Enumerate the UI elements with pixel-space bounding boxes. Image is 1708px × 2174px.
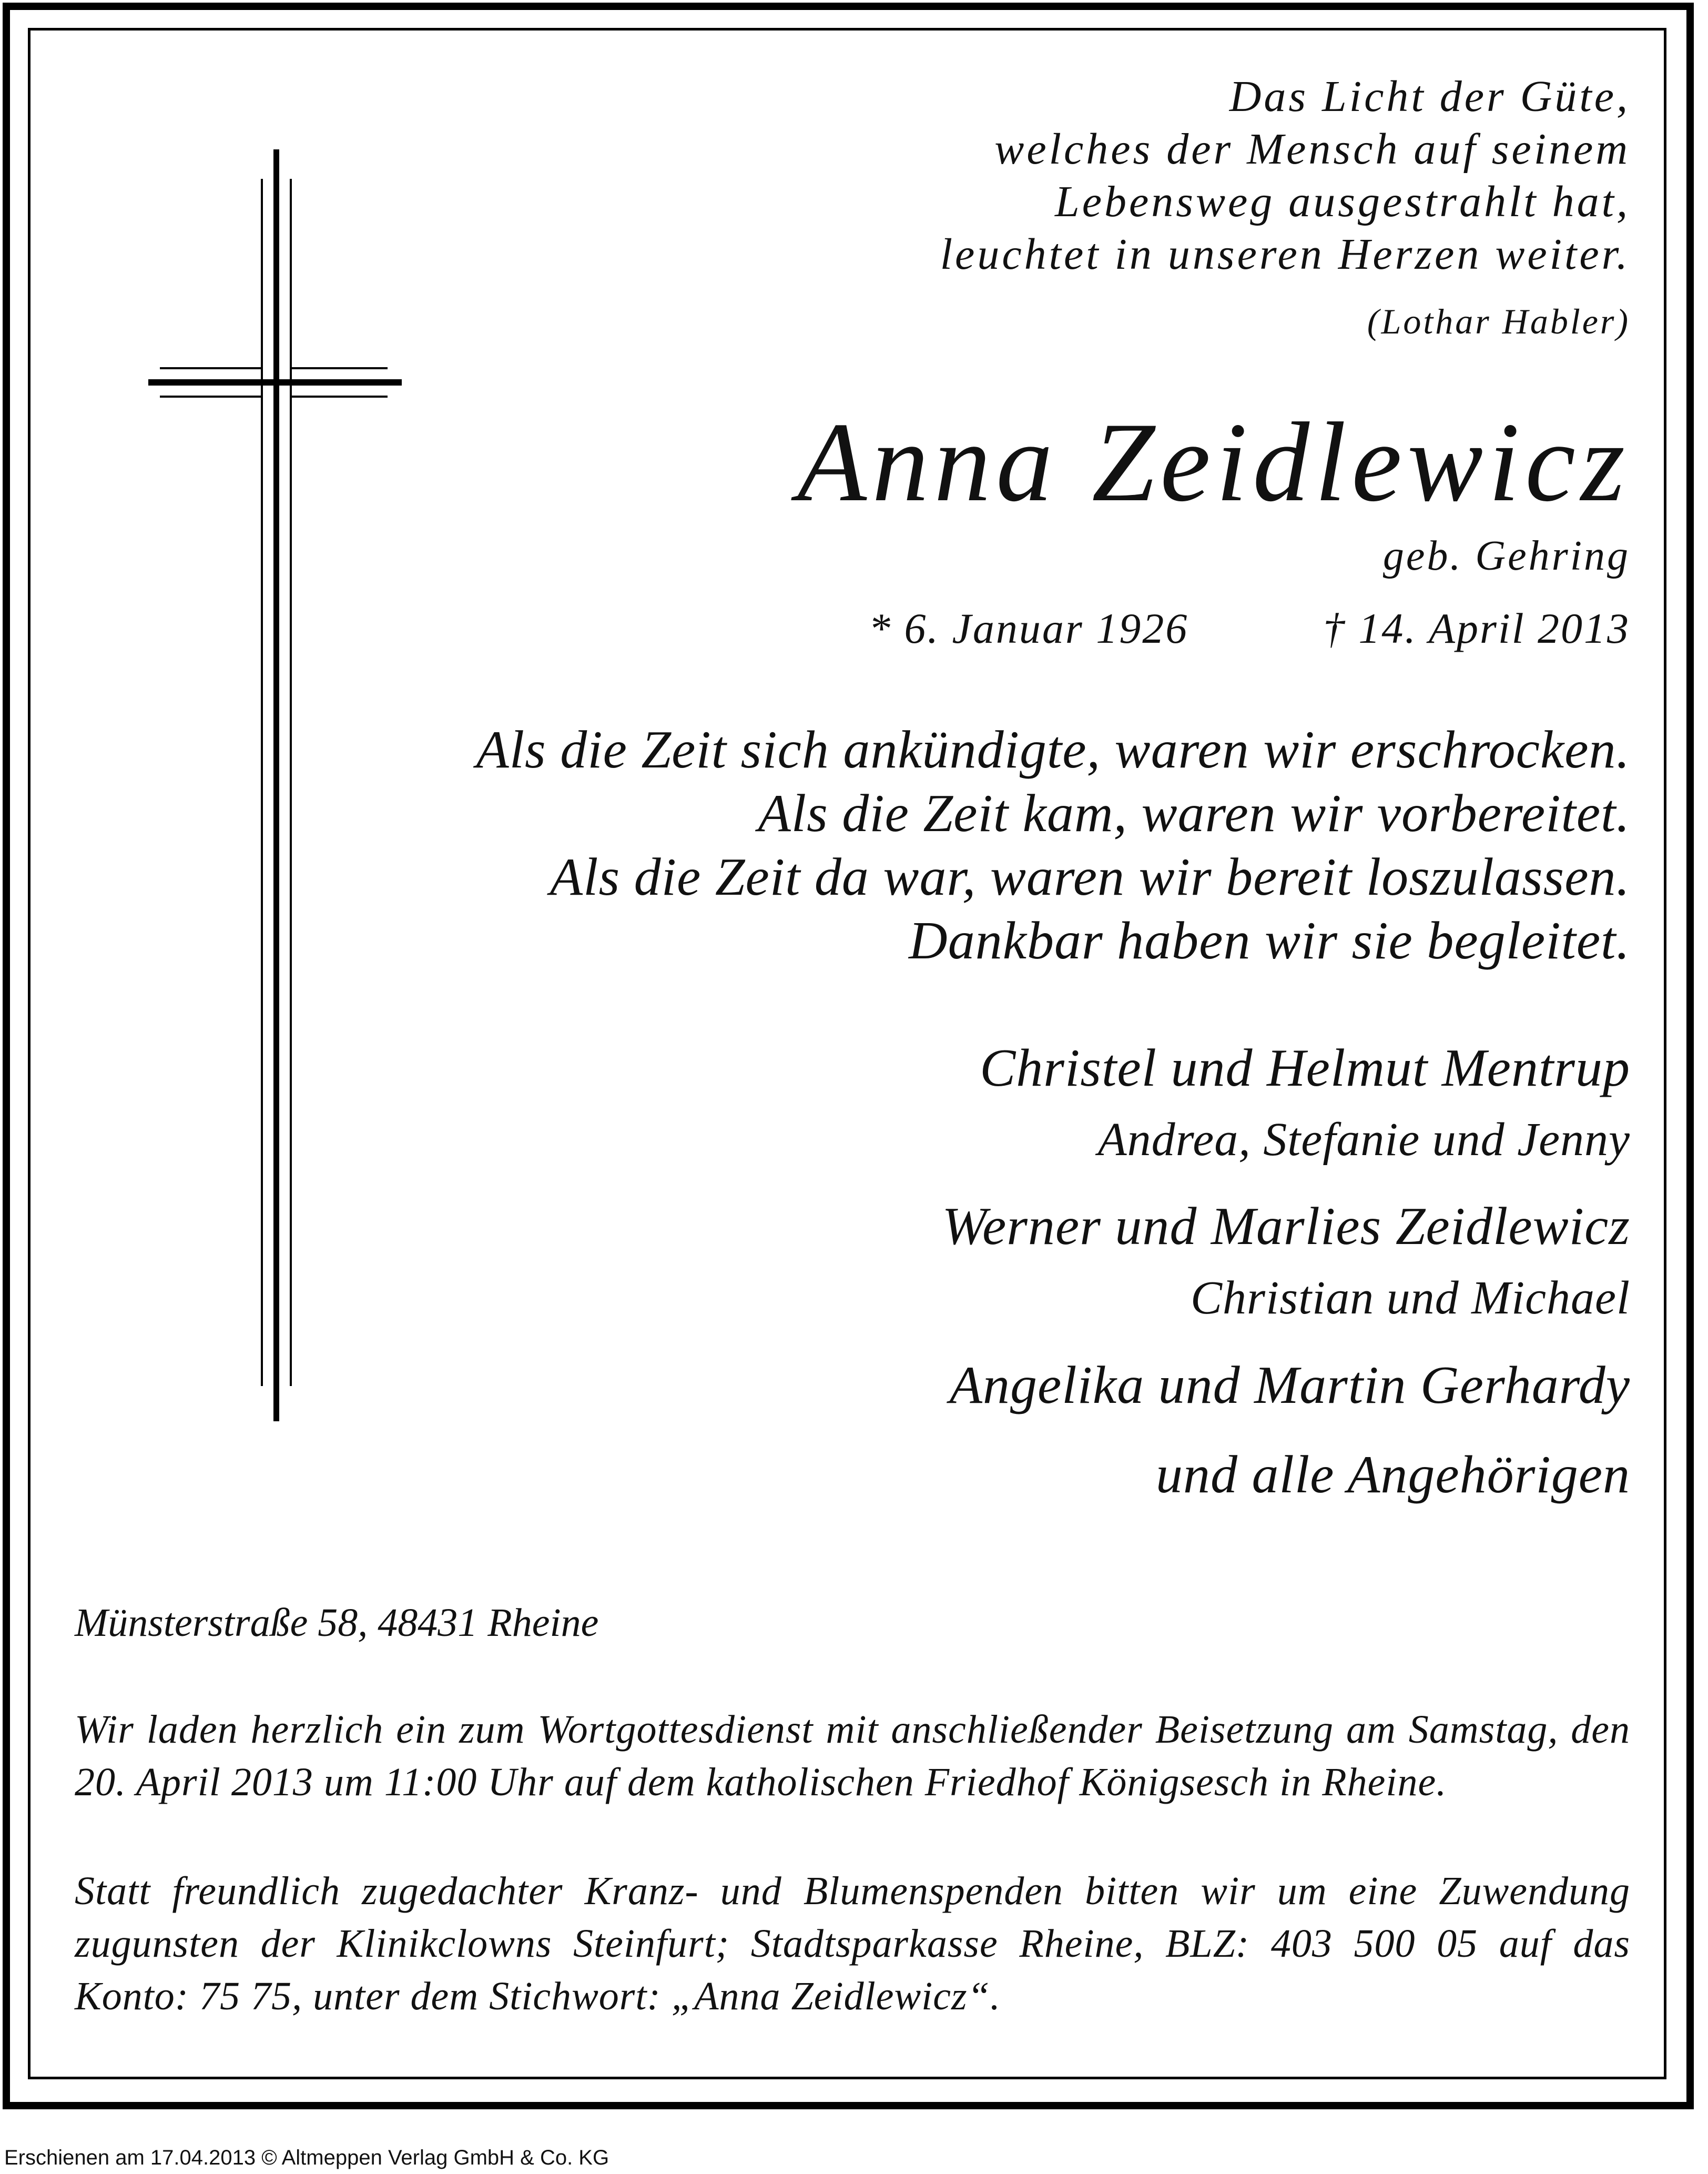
poem-line-2: Als die Zeit kam, waren wir vorbereitet. xyxy=(758,784,1630,843)
mourner-family-1: Christel und Helmut Mentrup xyxy=(980,1038,1630,1098)
maiden-name: geb. Gehring xyxy=(1382,533,1630,579)
birth-date: * 6. Januar 1926 xyxy=(869,604,1189,652)
service-invitation: Wir laden herzlich ein zum Wortgottesdienst mit anschließender Beisetzung am Samstag, den 20. April 2013 um 11:00 Uhr auf dem katholischen Friedhof Königsesch in Rheine. xyxy=(75,1707,1630,1804)
death-date: † 14. April 2013 xyxy=(1323,604,1630,652)
donation-request: Statt freundlich zugedachter Kranz- und Blumenspenden bitten wir um eine Zuwendung zugunsten der Klinikclowns Steinfurt; Stadtsparkasse Rheine, BLZ: 403 500 05 auf das Konto: 75 75, unter dem Stichwort: „Anna Zeidlewicz“. xyxy=(75,1869,1630,2018)
motto-line-3: Lebensweg ausgestrahlt hat, xyxy=(1055,177,1630,226)
poem-line-4: Dankbar haben wir sie begleitet. xyxy=(909,911,1630,970)
motto-line-2: welches der Mensch auf seinem xyxy=(994,125,1630,174)
deceased-name: Anna Zeidlewicz xyxy=(797,399,1630,525)
poem-line-1: Als die Zeit sich ankündigte, waren wir erschrocken. xyxy=(476,720,1630,780)
poem-line-3: Als die Zeit da war, waren wir bereit loszulassen. xyxy=(550,847,1630,907)
motto-author: (Lothar Habler) xyxy=(1367,301,1630,341)
motto-line-4: leuchtet in unseren Herzen weiter. xyxy=(940,230,1630,279)
mourner-family-3: Angelika und Martin Gerhardy xyxy=(949,1356,1630,1415)
other-relatives: und alle Angehörigen xyxy=(1156,1445,1630,1504)
mourner-family-2: Werner und Marlies Zeidlewicz xyxy=(942,1197,1630,1256)
mourner-children-2: Christian und Michael xyxy=(1191,1272,1630,1324)
motto-line-1: Das Licht der Güte, xyxy=(1229,72,1630,121)
address: Münsterstraße 58, 48431 Rheine xyxy=(75,1601,599,1645)
mourner-children-1: Andrea, Stefanie und Jenny xyxy=(1097,1114,1630,1166)
publication-footer: Erschienen am 17.04.2013 © Altmeppen Verlag GmbH & Co. KG xyxy=(4,2146,609,2169)
